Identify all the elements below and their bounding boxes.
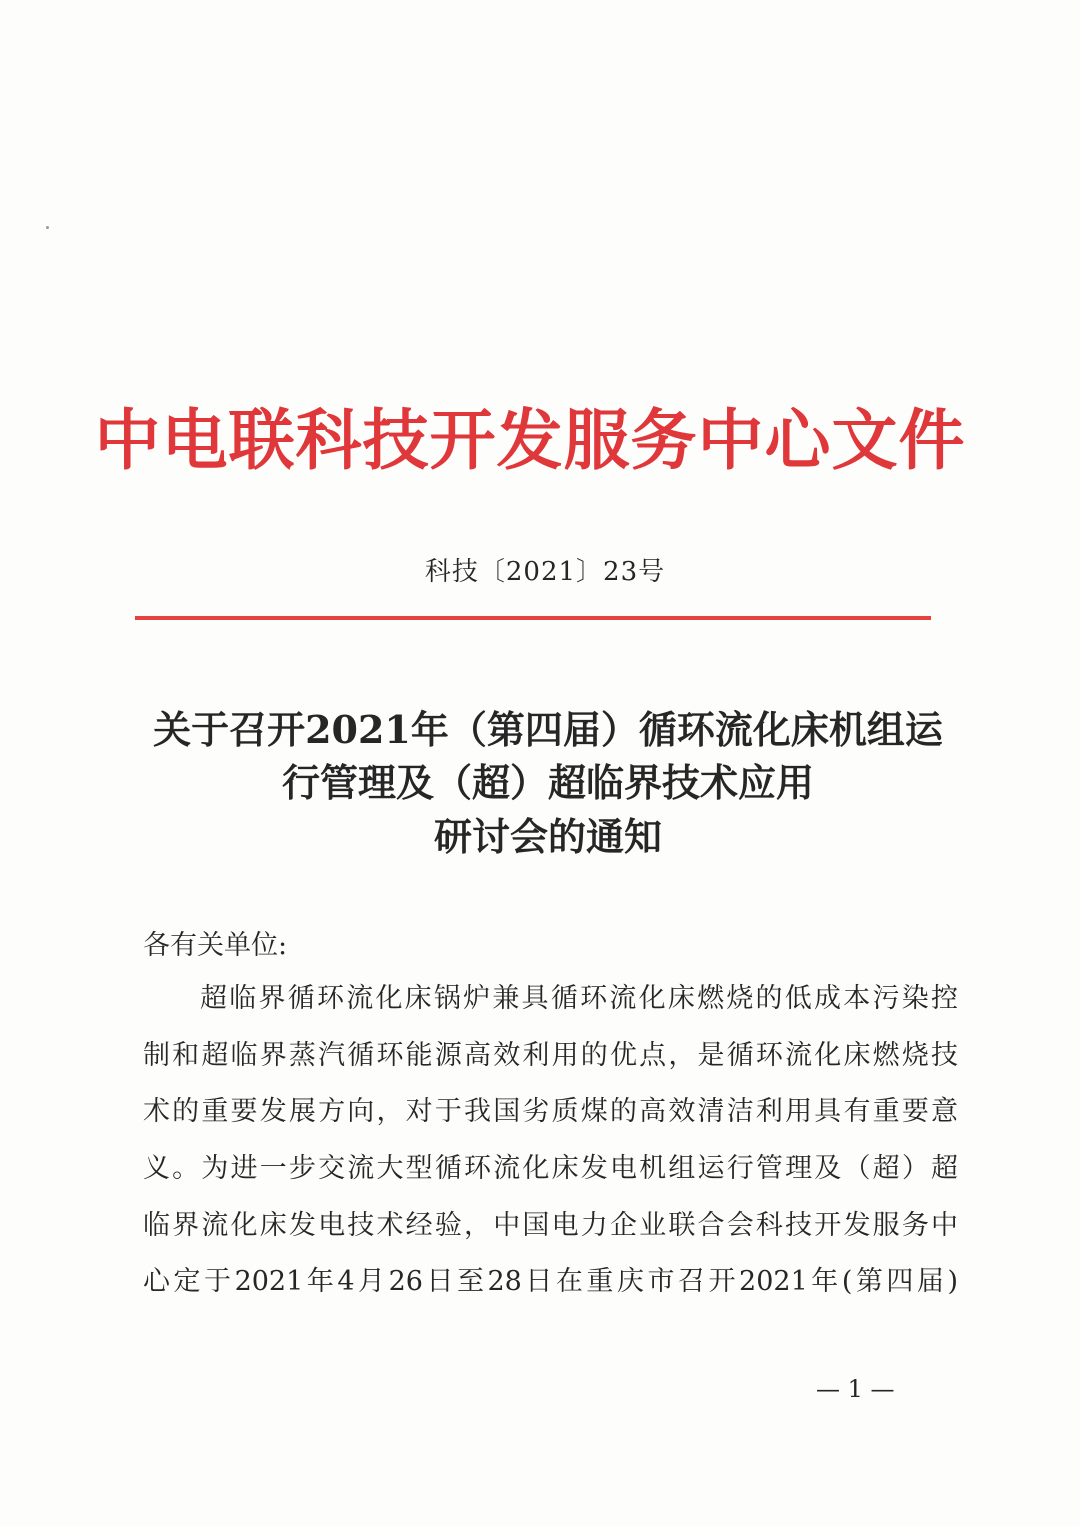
notice-title-line-2: 行管理及（超）超临界技术应用 xyxy=(281,760,814,805)
notice-title-line-3: 研讨会的通知 xyxy=(433,814,662,859)
page-number: — 1 — xyxy=(816,1375,895,1403)
salutation: 各有关单位: xyxy=(143,930,288,961)
body-line-4: 义。为进一步交流大型循环流化床发电机组运行管理及（超）超 xyxy=(143,1153,958,1184)
notice-title-line-1: 关于召开2021年（第四届）循环流化床机组运 xyxy=(153,707,943,752)
body-line-1: 超临界循环流化床锅炉兼具循环流化床燃烧的低成本污染控 xyxy=(200,983,958,1014)
body-line-6: 心定于2021年4月26日至28日在重庆市召开2021年(第四届) xyxy=(143,1266,958,1297)
body-line-2: 制和超临界蒸汽循环能源高效利用的优点，是循环流化床燃烧技 xyxy=(143,1040,958,1071)
issuer-header: 中电联科技开发服务中心文件 xyxy=(94,401,966,479)
red-separator-line xyxy=(135,616,931,620)
scan-speck xyxy=(46,226,49,229)
body-line-5: 临界流化床发电技术经验，中国电力企业联合会科技开发服务中 xyxy=(143,1210,958,1241)
document-number: 科技〔2021〕23号 xyxy=(424,557,666,587)
body-line-3: 术的重要发展方向，对于我国劣质煤的高效清洁利用具有重要意 xyxy=(143,1096,958,1127)
